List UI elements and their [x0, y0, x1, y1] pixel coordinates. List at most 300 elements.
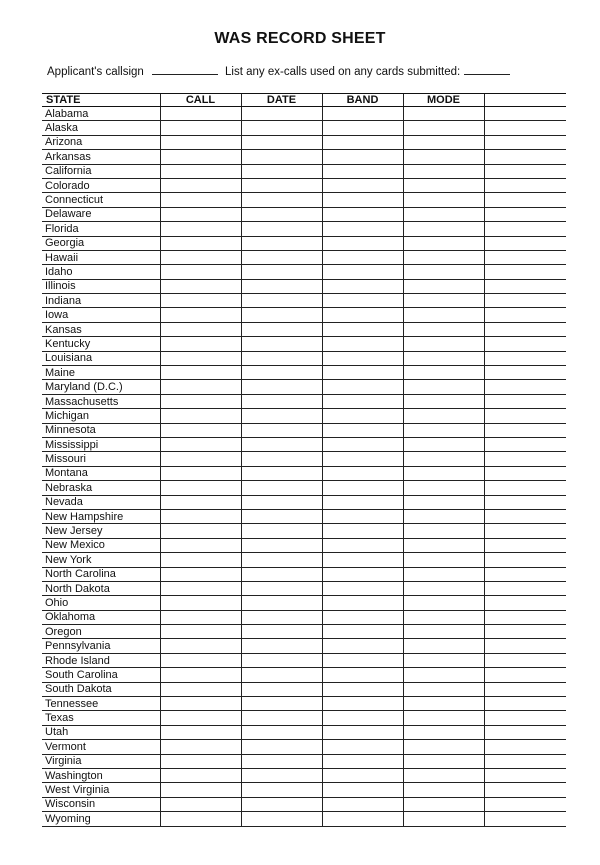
call-cell[interactable] — [160, 394, 241, 408]
extra-cell[interactable] — [484, 668, 566, 682]
mode-cell[interactable] — [403, 265, 484, 279]
state-name-cell: Oklahoma — [42, 610, 160, 624]
mode-cell[interactable] — [403, 150, 484, 164]
state-name-cell: Minnesota — [42, 423, 160, 437]
extra-cell[interactable] — [484, 509, 566, 523]
mode-cell[interactable] — [403, 625, 484, 639]
mode-cell[interactable] — [403, 567, 484, 581]
extra-cell[interactable] — [484, 222, 566, 236]
date-cell[interactable] — [241, 121, 322, 135]
mode-cell[interactable] — [403, 596, 484, 610]
date-cell[interactable] — [241, 466, 322, 480]
state-name-cell: Kansas — [42, 322, 160, 336]
call-cell[interactable] — [160, 812, 241, 826]
date-cell[interactable] — [241, 610, 322, 624]
call-cell[interactable] — [160, 768, 241, 782]
excalls-label: List any ex-calls used on any cards submitted: — [225, 66, 461, 78]
call-cell[interactable] — [160, 107, 241, 121]
band-cell[interactable] — [322, 610, 403, 624]
table-row — [42, 567, 566, 581]
extra-cell[interactable] — [484, 754, 566, 768]
band-cell[interactable] — [322, 207, 403, 221]
date-cell[interactable] — [241, 711, 322, 725]
extra-cell[interactable] — [484, 452, 566, 466]
date-cell[interactable] — [241, 812, 322, 826]
call-cell[interactable] — [160, 322, 241, 336]
band-cell[interactable] — [322, 581, 403, 595]
date-cell[interactable] — [241, 394, 322, 408]
date-cell[interactable] — [241, 437, 322, 451]
extra-cell[interactable] — [484, 768, 566, 782]
mode-cell[interactable] — [403, 524, 484, 538]
extra-cell[interactable] — [484, 164, 566, 178]
date-cell[interactable] — [241, 380, 322, 394]
table-row — [42, 207, 566, 221]
band-cell[interactable] — [322, 351, 403, 365]
date-cell[interactable] — [241, 366, 322, 380]
band-cell[interactable] — [322, 625, 403, 639]
extra-cell[interactable] — [484, 366, 566, 380]
mode-cell[interactable] — [403, 639, 484, 653]
extra-cell[interactable] — [484, 150, 566, 164]
table-row — [42, 423, 566, 437]
mode-cell[interactable] — [403, 653, 484, 667]
table-row — [42, 596, 566, 610]
mode-cell[interactable] — [403, 452, 484, 466]
extra-cell[interactable] — [484, 682, 566, 696]
call-cell[interactable] — [160, 697, 241, 711]
band-cell[interactable] — [322, 596, 403, 610]
date-cell[interactable] — [241, 768, 322, 782]
call-cell[interactable] — [160, 668, 241, 682]
mode-cell[interactable] — [403, 509, 484, 523]
band-cell[interactable] — [322, 653, 403, 667]
date-cell[interactable] — [241, 452, 322, 466]
extra-cell[interactable] — [484, 178, 566, 192]
mode-cell[interactable] — [403, 466, 484, 480]
band-cell[interactable] — [322, 538, 403, 552]
date-cell[interactable] — [241, 567, 322, 581]
call-cell[interactable] — [160, 409, 241, 423]
band-cell[interactable] — [322, 553, 403, 567]
table-row — [42, 581, 566, 595]
state-name-cell: California — [42, 164, 160, 178]
mode-cell[interactable] — [403, 366, 484, 380]
excalls-blank-field[interactable] — [464, 64, 510, 75]
call-cell[interactable] — [160, 308, 241, 322]
table-row — [42, 524, 566, 538]
call-cell[interactable] — [160, 740, 241, 754]
state-name-cell: Oregon — [42, 625, 160, 639]
extra-cell[interactable] — [484, 236, 566, 250]
band-cell[interactable] — [322, 394, 403, 408]
state-name-cell: Missouri — [42, 452, 160, 466]
mode-cell[interactable] — [403, 423, 484, 437]
date-cell[interactable] — [241, 222, 322, 236]
call-cell[interactable] — [160, 581, 241, 595]
extra-cell[interactable] — [484, 495, 566, 509]
call-cell[interactable] — [160, 135, 241, 149]
date-cell[interactable] — [241, 697, 322, 711]
mode-cell[interactable] — [403, 783, 484, 797]
extra-cell[interactable] — [484, 524, 566, 538]
date-cell[interactable] — [241, 495, 322, 509]
extra-cell[interactable] — [484, 783, 566, 797]
state-name-cell: Pennsylvania — [42, 639, 160, 653]
call-cell[interactable] — [160, 653, 241, 667]
mode-cell[interactable] — [403, 538, 484, 552]
call-cell[interactable] — [160, 437, 241, 451]
band-cell[interactable] — [322, 193, 403, 207]
call-cell[interactable] — [160, 207, 241, 221]
band-cell[interactable] — [322, 639, 403, 653]
band-cell[interactable] — [322, 812, 403, 826]
table-row — [42, 337, 566, 351]
extra-cell[interactable] — [484, 812, 566, 826]
table-row — [42, 150, 566, 164]
state-name-cell: Ohio — [42, 596, 160, 610]
extra-cell[interactable] — [484, 322, 566, 336]
call-cell[interactable] — [160, 351, 241, 365]
mode-cell[interactable] — [403, 236, 484, 250]
band-cell[interactable] — [322, 135, 403, 149]
extra-cell[interactable] — [484, 250, 566, 264]
extra-cell[interactable] — [484, 610, 566, 624]
band-cell[interactable] — [322, 150, 403, 164]
date-cell[interactable] — [241, 409, 322, 423]
call-cell[interactable] — [160, 150, 241, 164]
state-name-cell: Louisiana — [42, 351, 160, 365]
date-cell[interactable] — [241, 294, 322, 308]
extra-cell[interactable] — [484, 740, 566, 754]
mode-cell[interactable] — [403, 121, 484, 135]
call-cell[interactable] — [160, 481, 241, 495]
extra-cell[interactable] — [484, 466, 566, 480]
mode-cell[interactable] — [403, 553, 484, 567]
mode-cell[interactable] — [403, 337, 484, 351]
table-row — [42, 625, 566, 639]
extra-cell[interactable] — [484, 294, 566, 308]
band-cell[interactable] — [322, 279, 403, 293]
mode-cell[interactable] — [403, 322, 484, 336]
table-row — [42, 178, 566, 192]
extra-cell[interactable] — [484, 207, 566, 221]
band-cell[interactable] — [322, 754, 403, 768]
call-cell[interactable] — [160, 682, 241, 696]
table-row — [42, 740, 566, 754]
band-cell[interactable] — [322, 222, 403, 236]
extra-cell[interactable] — [484, 265, 566, 279]
date-cell[interactable] — [241, 725, 322, 739]
mode-cell[interactable] — [403, 725, 484, 739]
call-cell[interactable] — [160, 797, 241, 811]
state-name-cell: Montana — [42, 466, 160, 480]
extra-cell[interactable] — [484, 625, 566, 639]
mode-cell[interactable] — [403, 812, 484, 826]
band-cell[interactable] — [322, 509, 403, 523]
band-cell[interactable] — [322, 337, 403, 351]
extra-cell[interactable] — [484, 437, 566, 451]
call-cell[interactable] — [160, 625, 241, 639]
band-cell[interactable] — [322, 711, 403, 725]
call-cell[interactable] — [160, 466, 241, 480]
call-cell[interactable] — [160, 337, 241, 351]
band-cell[interactable] — [322, 121, 403, 135]
date-cell[interactable] — [241, 337, 322, 351]
extra-cell[interactable] — [484, 107, 566, 121]
call-cell[interactable] — [160, 265, 241, 279]
band-cell[interactable] — [322, 725, 403, 739]
mode-cell[interactable] — [403, 107, 484, 121]
mode-cell[interactable] — [403, 394, 484, 408]
date-cell[interactable] — [241, 236, 322, 250]
mode-cell[interactable] — [403, 135, 484, 149]
extra-cell[interactable] — [484, 481, 566, 495]
call-cell[interactable] — [160, 610, 241, 624]
extra-cell[interactable] — [484, 409, 566, 423]
extra-cell[interactable] — [484, 639, 566, 653]
date-cell[interactable] — [241, 639, 322, 653]
extra-cell[interactable] — [484, 121, 566, 135]
mode-cell[interactable] — [403, 164, 484, 178]
band-cell[interactable] — [322, 740, 403, 754]
call-cell[interactable] — [160, 509, 241, 523]
call-cell[interactable] — [160, 596, 241, 610]
mode-cell[interactable] — [403, 250, 484, 264]
mode-cell[interactable] — [403, 668, 484, 682]
mode-cell[interactable] — [403, 437, 484, 451]
call-cell[interactable] — [160, 524, 241, 538]
date-cell[interactable] — [241, 740, 322, 754]
call-cell[interactable] — [160, 725, 241, 739]
table-row — [42, 308, 566, 322]
call-cell[interactable] — [160, 164, 241, 178]
call-cell[interactable] — [160, 711, 241, 725]
table-row — [42, 725, 566, 739]
band-cell[interactable] — [322, 178, 403, 192]
band-cell[interactable] — [322, 366, 403, 380]
table-row — [42, 265, 566, 279]
date-cell[interactable] — [241, 625, 322, 639]
extra-cell[interactable] — [484, 193, 566, 207]
table-row — [42, 164, 566, 178]
table-row — [42, 509, 566, 523]
table-row — [42, 394, 566, 408]
date-cell[interactable] — [241, 178, 322, 192]
call-cell[interactable] — [160, 423, 241, 437]
state-name-cell: New Mexico — [42, 538, 160, 552]
band-cell[interactable] — [322, 380, 403, 394]
date-cell[interactable] — [241, 509, 322, 523]
extra-cell[interactable] — [484, 351, 566, 365]
call-cell[interactable] — [160, 178, 241, 192]
band-cell[interactable] — [322, 452, 403, 466]
date-cell[interactable] — [241, 322, 322, 336]
extra-cell[interactable] — [484, 380, 566, 394]
call-cell[interactable] — [160, 754, 241, 768]
date-cell[interactable] — [241, 423, 322, 437]
table-row — [42, 452, 566, 466]
band-cell[interactable] — [322, 265, 403, 279]
call-cell[interactable] — [160, 294, 241, 308]
date-cell[interactable] — [241, 135, 322, 149]
state-name-cell: Colorado — [42, 178, 160, 192]
mode-cell[interactable] — [403, 697, 484, 711]
date-cell[interactable] — [241, 581, 322, 595]
call-cell[interactable] — [160, 783, 241, 797]
extra-cell[interactable] — [484, 553, 566, 567]
state-name-cell: Georgia — [42, 236, 160, 250]
band-cell[interactable] — [322, 481, 403, 495]
table-row — [42, 351, 566, 365]
band-cell[interactable] — [322, 250, 403, 264]
band-cell[interactable] — [322, 495, 403, 509]
date-cell[interactable] — [241, 682, 322, 696]
state-name-cell: Iowa — [42, 308, 160, 322]
extra-cell[interactable] — [484, 337, 566, 351]
extra-cell[interactable] — [484, 711, 566, 725]
call-cell[interactable] — [160, 452, 241, 466]
band-cell[interactable] — [322, 164, 403, 178]
band-cell[interactable] — [322, 682, 403, 696]
call-cell[interactable] — [160, 639, 241, 653]
state-name-cell: Maine — [42, 366, 160, 380]
extra-cell[interactable] — [484, 697, 566, 711]
extra-cell[interactable] — [484, 567, 566, 581]
extra-cell[interactable] — [484, 581, 566, 595]
date-cell[interactable] — [241, 668, 322, 682]
state-name-cell: Rhode Island — [42, 653, 160, 667]
date-cell[interactable] — [241, 653, 322, 667]
band-cell[interactable] — [322, 308, 403, 322]
mode-cell[interactable] — [403, 207, 484, 221]
callsign-label: Applicant's callsign — [47, 66, 144, 78]
date-cell[interactable] — [241, 596, 322, 610]
band-cell[interactable] — [322, 236, 403, 250]
band-cell[interactable] — [322, 524, 403, 538]
mode-cell[interactable] — [403, 495, 484, 509]
mode-cell[interactable] — [403, 178, 484, 192]
band-cell[interactable] — [322, 437, 403, 451]
mode-cell[interactable] — [403, 768, 484, 782]
date-cell[interactable] — [241, 265, 322, 279]
call-cell[interactable] — [160, 236, 241, 250]
mode-cell[interactable] — [403, 294, 484, 308]
table-row — [42, 380, 566, 394]
extra-cell[interactable] — [484, 653, 566, 667]
mode-cell[interactable] — [403, 682, 484, 696]
mode-cell[interactable] — [403, 351, 484, 365]
mode-cell[interactable] — [403, 754, 484, 768]
band-cell[interactable] — [322, 294, 403, 308]
date-cell[interactable] — [241, 783, 322, 797]
mode-cell[interactable] — [403, 409, 484, 423]
band-cell[interactable] — [322, 697, 403, 711]
date-cell[interactable] — [241, 308, 322, 322]
band-cell[interactable] — [322, 768, 403, 782]
state-name-cell: Massachusetts — [42, 394, 160, 408]
band-cell[interactable] — [322, 783, 403, 797]
date-cell[interactable] — [241, 481, 322, 495]
page-title: WAS RECORD SHEET — [214, 30, 386, 47]
table-row — [42, 639, 566, 653]
date-cell[interactable] — [241, 107, 322, 121]
mode-cell[interactable] — [403, 380, 484, 394]
date-cell[interactable] — [241, 524, 322, 538]
mode-cell[interactable] — [403, 711, 484, 725]
extra-cell[interactable] — [484, 596, 566, 610]
date-cell[interactable] — [241, 754, 322, 768]
mode-cell[interactable] — [403, 308, 484, 322]
call-cell[interactable] — [160, 279, 241, 293]
call-cell[interactable] — [160, 222, 241, 236]
extra-cell[interactable] — [484, 423, 566, 437]
date-cell[interactable] — [241, 250, 322, 264]
date-cell[interactable] — [241, 150, 322, 164]
band-cell[interactable] — [322, 567, 403, 581]
extra-cell[interactable] — [484, 279, 566, 293]
call-cell[interactable] — [160, 121, 241, 135]
state-name-cell: Florida — [42, 222, 160, 236]
mode-cell[interactable] — [403, 222, 484, 236]
table-row — [42, 768, 566, 782]
extra-cell[interactable] — [484, 394, 566, 408]
date-cell[interactable] — [241, 553, 322, 567]
call-cell[interactable] — [160, 250, 241, 264]
call-cell[interactable] — [160, 495, 241, 509]
call-cell[interactable] — [160, 380, 241, 394]
mode-cell[interactable] — [403, 740, 484, 754]
band-cell[interactable] — [322, 797, 403, 811]
call-cell[interactable] — [160, 366, 241, 380]
table-row — [42, 797, 566, 811]
table-row — [42, 481, 566, 495]
band-cell[interactable] — [322, 668, 403, 682]
date-cell[interactable] — [241, 164, 322, 178]
call-cell[interactable] — [160, 538, 241, 552]
mode-cell[interactable] — [403, 481, 484, 495]
call-cell[interactable] — [160, 553, 241, 567]
state-name-cell: Kentucky — [42, 337, 160, 351]
date-cell[interactable] — [241, 193, 322, 207]
date-cell[interactable] — [241, 279, 322, 293]
date-cell[interactable] — [241, 351, 322, 365]
state-name-cell: Virginia — [42, 754, 160, 768]
extra-cell[interactable] — [484, 135, 566, 149]
mode-cell[interactable] — [403, 193, 484, 207]
call-cell[interactable] — [160, 193, 241, 207]
band-cell[interactable] — [322, 466, 403, 480]
band-cell[interactable] — [322, 409, 403, 423]
extra-cell[interactable] — [484, 725, 566, 739]
mode-cell[interactable] — [403, 581, 484, 595]
mode-cell[interactable] — [403, 610, 484, 624]
band-cell[interactable] — [322, 423, 403, 437]
callsign-blank-field[interactable] — [152, 64, 218, 75]
call-cell[interactable] — [160, 567, 241, 581]
extra-cell[interactable] — [484, 308, 566, 322]
extra-cell[interactable] — [484, 538, 566, 552]
band-cell[interactable] — [322, 107, 403, 121]
extra-cell[interactable] — [484, 797, 566, 811]
table-row — [42, 121, 566, 135]
date-cell[interactable] — [241, 207, 322, 221]
mode-cell[interactable] — [403, 279, 484, 293]
band-cell[interactable] — [322, 322, 403, 336]
date-cell[interactable] — [241, 797, 322, 811]
date-cell[interactable] — [241, 538, 322, 552]
mode-cell[interactable] — [403, 797, 484, 811]
